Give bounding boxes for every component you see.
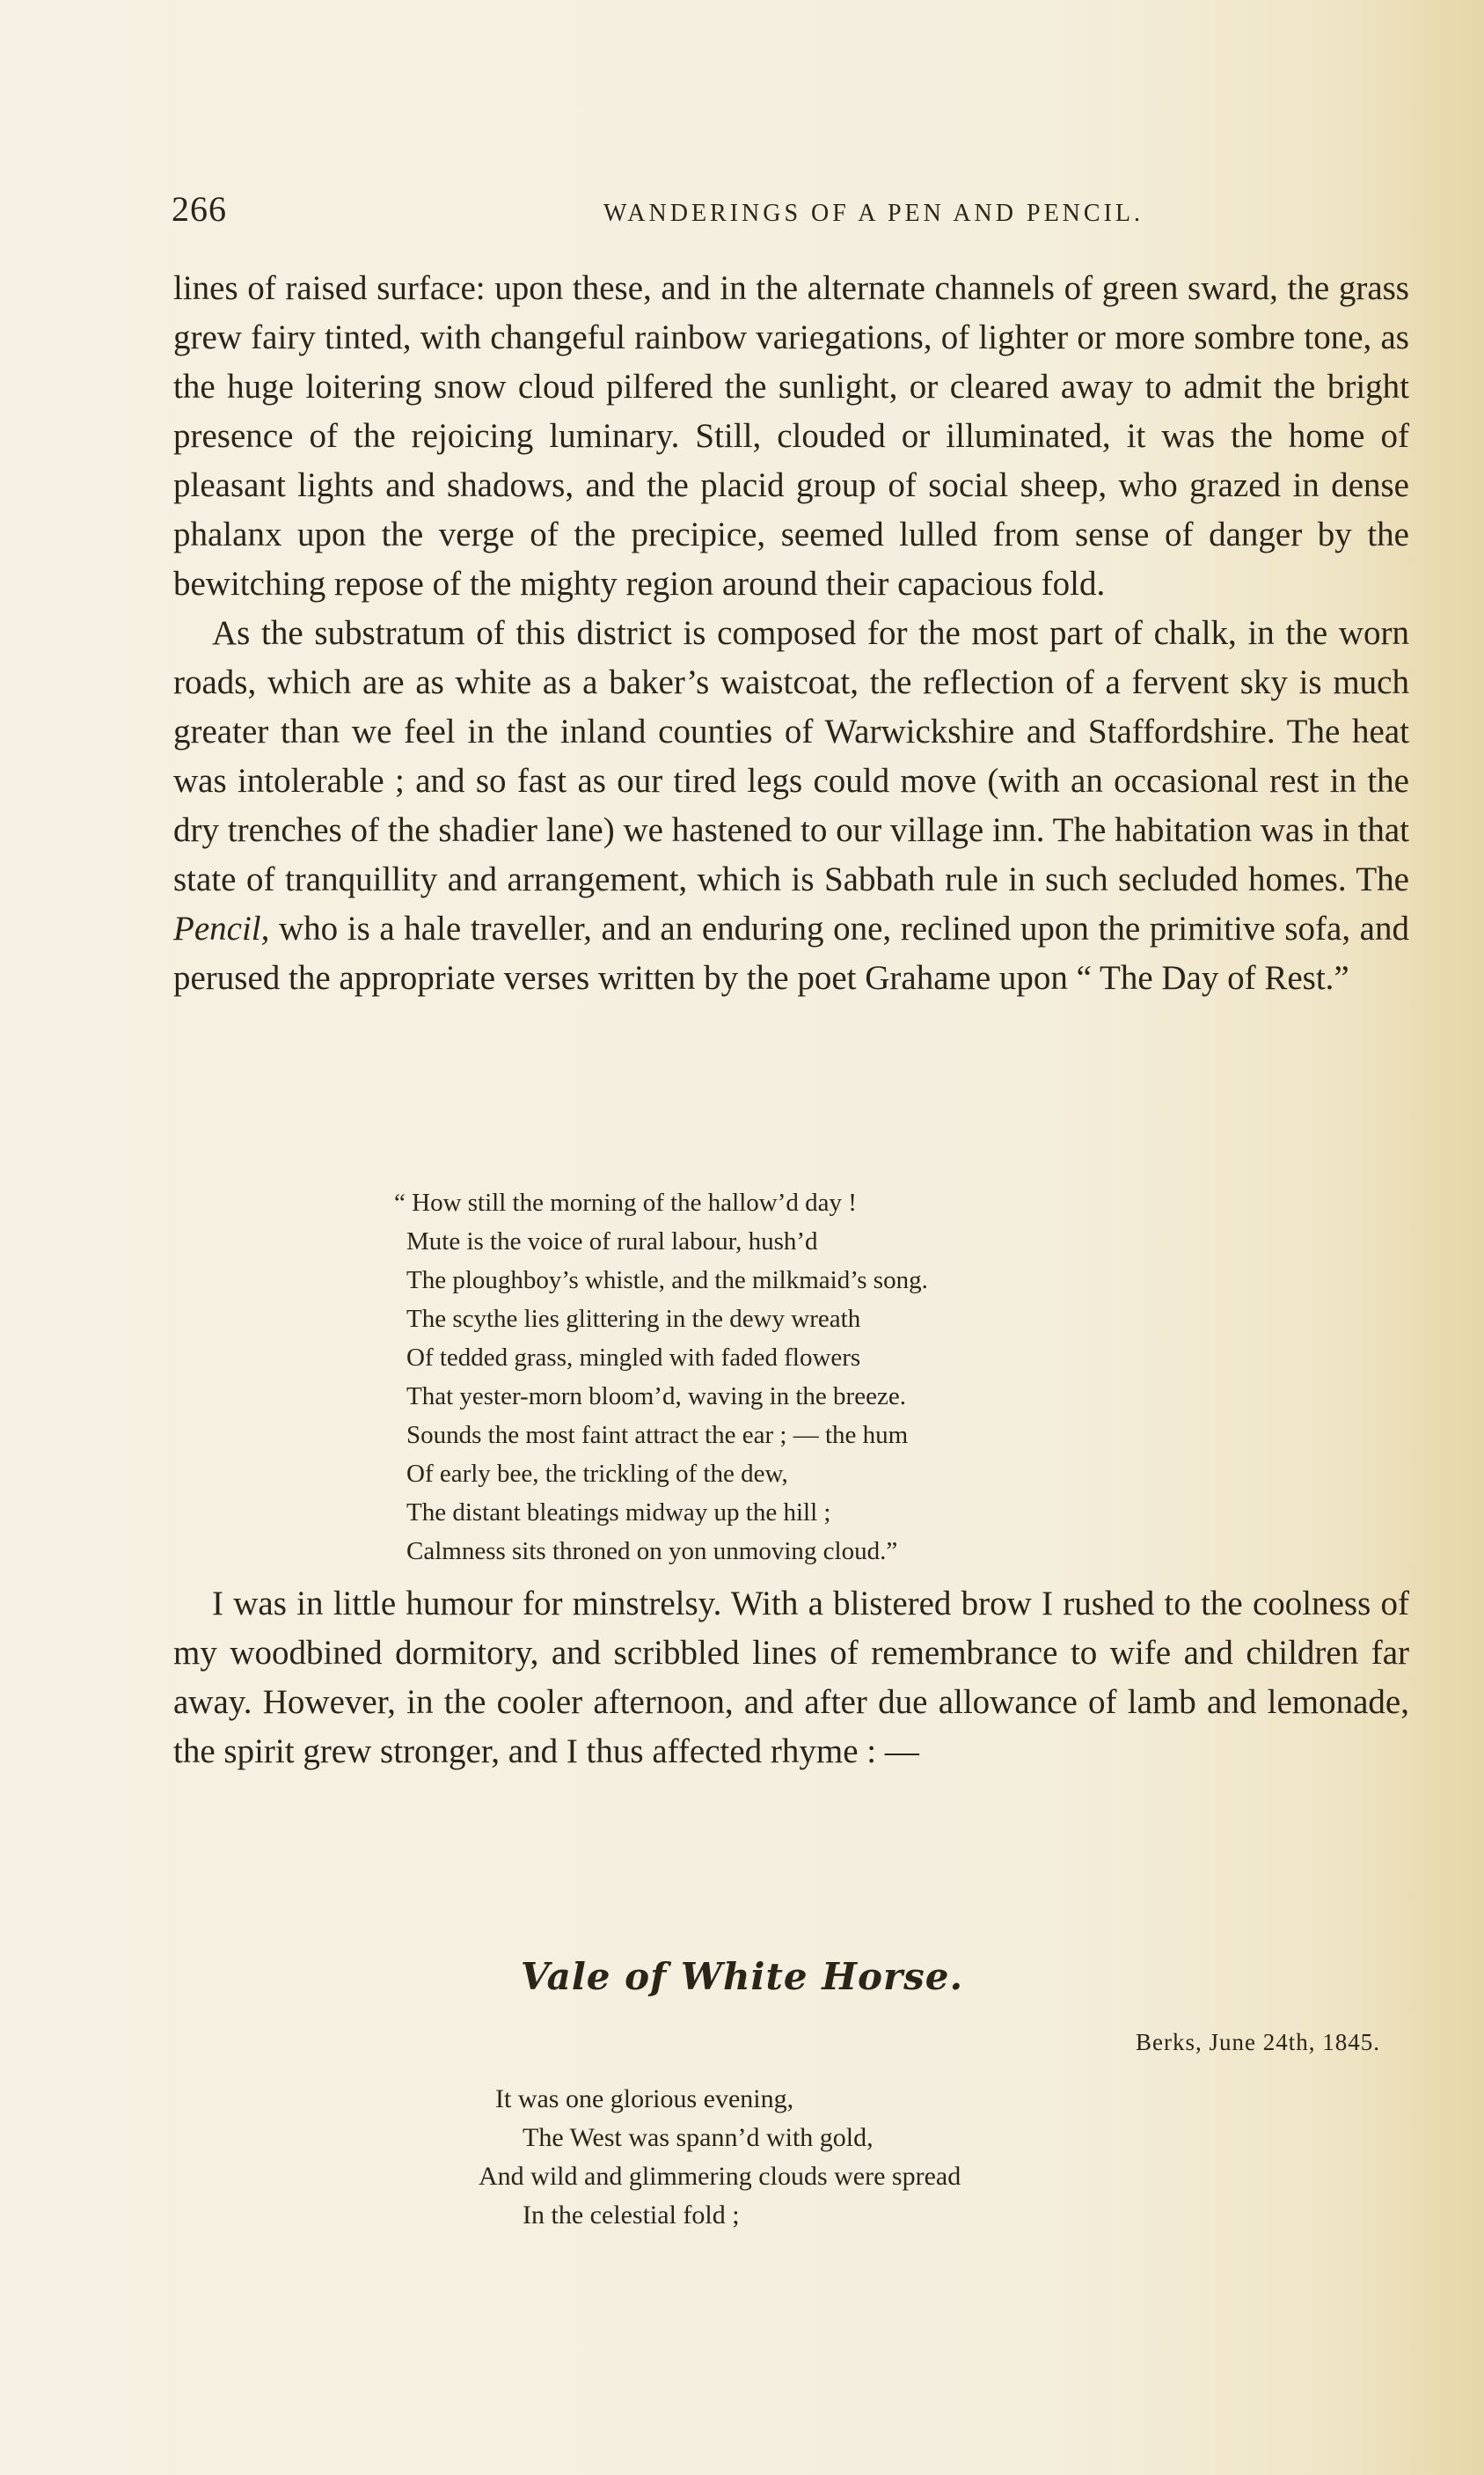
body-text-continued (173, 1579, 1409, 1776)
paragraph-2-text-b: who is a hale traveller, and an enduring one, reclined upon the primitive sofa, and perused the appropriate verses written by the poet Grahame upon “ The Day of Rest.” (173, 910, 1409, 997)
section-title: Vale of White Horse. (520, 1955, 964, 1998)
poem-line: In the celestial fold ; (523, 2200, 740, 2230)
poem-line: Mute is the voice of rural labour, hush’d (406, 1227, 818, 1256)
poem-line: That yester-morn bloom’d, waving in the breeze. (406, 1382, 906, 1410)
quoted-poem (394, 1183, 928, 1571)
poem-line: The scythe lies glittering in the dewy wreath (406, 1305, 861, 1333)
paragraph-2-italic-pencil: Pencil, (173, 910, 270, 948)
poem-line: “ How still the morning of the hallow’d day ! (394, 1189, 857, 1217)
poem-line: The West was spann’d with gold, (523, 2123, 874, 2152)
dateline: Berks, June 24th, 1845. (1136, 2029, 1380, 2055)
running-head: WANDERINGS OF A PEN AND PENCIL. (603, 200, 1144, 227)
poem-line: The ploughboy’s whistle, and the milkmaid’s song. (406, 1266, 928, 1294)
poem-line: Of tedded grass, mingled with faded flowers (406, 1344, 861, 1372)
poem-line: Sounds the most faint attract the ear ; — the hum (406, 1421, 909, 1449)
poem-line: It was one glorious evening, (495, 2084, 794, 2113)
paragraph-2-text-a: As the substratum of this district is composed for the most part of chalk, in the worn roads, which are as white as a baker’s waistcoat, the reflection of a fervent sky is much greater than we feel in the inland counties of Warwickshire and Staffordshire. The heat was intolerable ; and so fast as our tired legs could move (with an occasional rest in the dry trenches of the shadier lane) we hastened to our village inn. The habitation was in that state of tranquillity and arrangement, which is Sabbath rule in such secluded homes. The (173, 614, 1409, 898)
poem-line: The distant bleatings midway up the hill ; (406, 1498, 831, 1527)
page-number: 266 (172, 189, 227, 229)
body-text (173, 264, 1409, 1003)
paragraph-2 (173, 609, 1409, 1003)
page-header (172, 188, 1144, 230)
poem-line: Calmness sits throned on yon unmoving cloud.” (406, 1537, 898, 1565)
paragraph-3: I was in little humour for minstrelsy. With a blistered brow I rushed to the coolness of my woodbined dormitory, and scribbled lines of remembrance to wife and children far away. However, in the cooler afternoon, and after due allowance of lamb and lemonade, the spirit grew stronger, and I thus affected rhyme : — (173, 1585, 1409, 1770)
paragraph-1: lines of raised surface: upon these, and in the alternate channels of green sward, the grass grew fairy tinted, with changeful rainbow variegations, of lighter or more sombre tone, as the huge loitering snow cloud pilfered the sunlight, or cleared away to admit the bright presence of the rejoicing luminary. Still, clouded or illuminated, it was the home of pleasant lights and shadows, and the placid group of social sheep, who grazed in dense phalanx upon the verge of the precipice, seemed lulled from sense of danger by the bewitching repose of the mighty region around their capacious fold. (173, 269, 1409, 603)
poem-line: Of early bee, the trickling of the dew, (406, 1460, 788, 1488)
poem-line: And wild and glimmering clouds were spread (479, 2162, 961, 2191)
section-poem (479, 2080, 961, 2235)
